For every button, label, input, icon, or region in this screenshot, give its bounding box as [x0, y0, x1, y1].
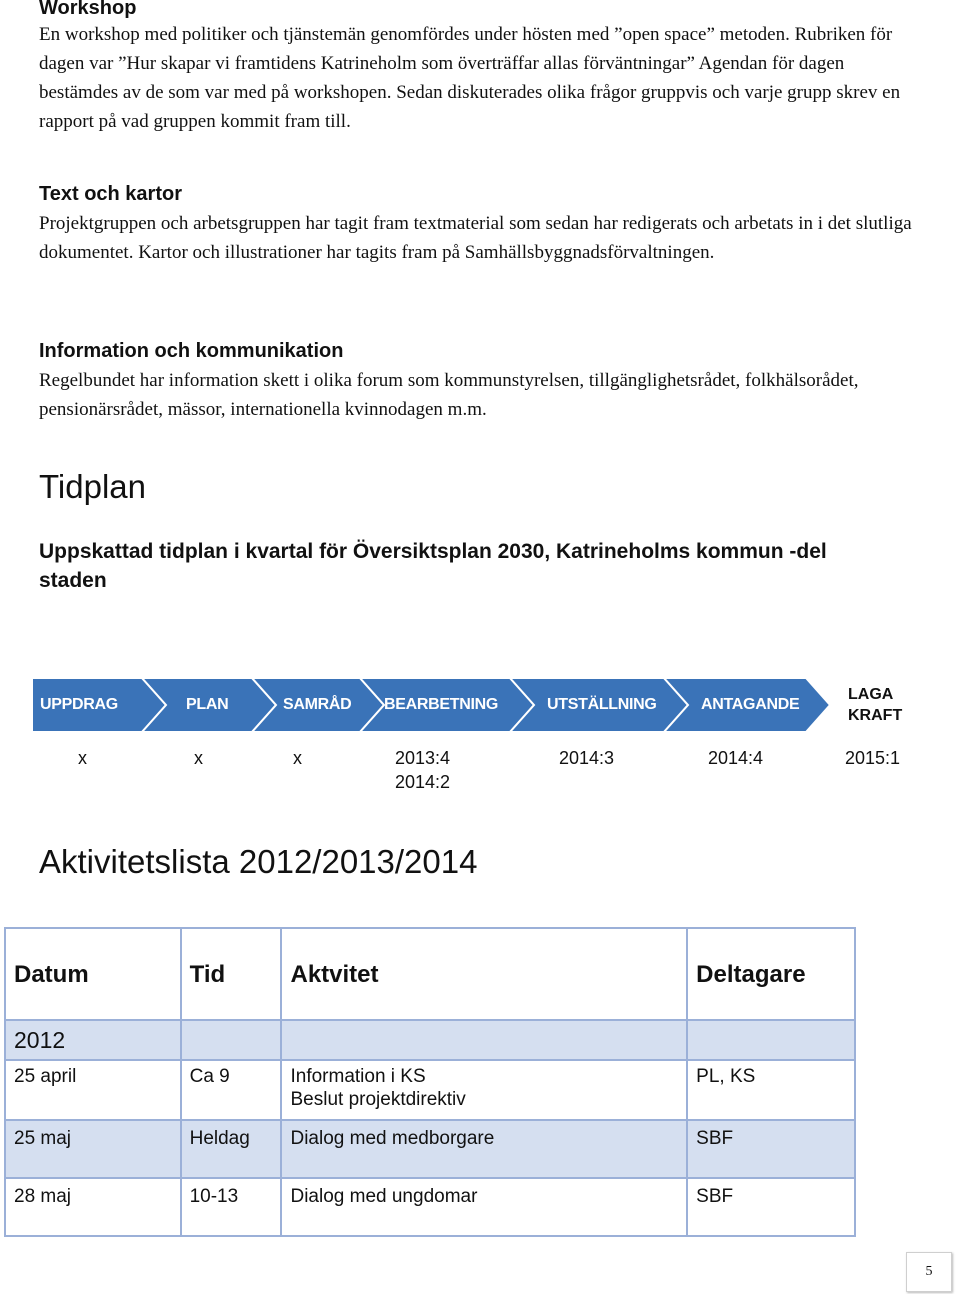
cell-aktivitet: Dialog med ungdomar	[281, 1178, 687, 1236]
timeline-date-antagande: 2014:4	[708, 748, 764, 768]
page-number: 5	[906, 1252, 952, 1292]
empty-cell	[181, 1020, 282, 1060]
year-cell: 2012	[5, 1020, 181, 1060]
timeline-label-antagande: ANTAGANDE	[701, 696, 800, 713]
workshop-section	[39, 0, 919, 136]
table-row-year	[5, 1020, 855, 1060]
cell-tid: 10-13	[181, 1178, 282, 1236]
empty-cell	[687, 1020, 855, 1060]
cell-deltagare: SBF	[687, 1178, 855, 1236]
timeline-date-bearbetning	[395, 746, 450, 794]
cell-tid: Ca 9	[181, 1060, 282, 1120]
timeline-label-uppdrag: UPPDRAG	[40, 696, 118, 713]
timeline-final-label	[848, 684, 902, 726]
information-body: Regelbundet har information skett i olika forum som kommunstyrelsen, tillgänglighetsrådet, folkhälsorådet, pensionärsrådet, mässor, internationella kvinnodagen m.m.	[39, 370, 859, 420]
cell-deltagare: SBF	[687, 1120, 855, 1178]
tidplan-subtitle: Uppskattad tidplan i kvartal för Översiktsplan 2030, Katrineholms kommun -del staden	[39, 540, 827, 592]
timeline-date-bearbetning-1: 2013:4	[395, 748, 451, 768]
cell-datum: 25 april	[5, 1060, 181, 1120]
table-row	[5, 1060, 855, 1120]
timeline-label-utstallning: UTSTÄLLNING	[547, 696, 657, 713]
header-aktivitet: Aktvitet	[281, 928, 687, 1020]
text-kartor-body: Projektgruppen och arbetsgruppen har tagit fram textmaterial som sedan har redigerats och arbetats in i det slutliga dokumentet. Kartor och illustrationer har tagits fram på Samhällsbyggnadsförvaltningen.	[39, 213, 912, 263]
information-heading: Information och kommunikation	[39, 340, 344, 362]
header-tid: Tid	[181, 928, 282, 1020]
cell-datum: 28 maj	[5, 1178, 181, 1236]
timeline-final-line2: KRAFT	[848, 707, 903, 724]
table-header-row	[5, 928, 855, 1020]
header-deltagare: Deltagare	[687, 928, 855, 1020]
cell-aktivitet-line2: Beslut projektdirektiv	[290, 1089, 466, 1110]
workshop-heading: Workshop	[39, 0, 137, 19]
cell-aktivitet	[281, 1060, 687, 1120]
timeline-date-plan: x	[194, 748, 203, 768]
timeline-date-samrad: x	[293, 748, 302, 768]
timeline-date-laga-kraft: 2015:1	[845, 748, 901, 768]
cell-aktivitet-line1: Information i KS	[290, 1066, 426, 1087]
table-row	[5, 1120, 855, 1178]
activity-table	[4, 927, 856, 1237]
aktivitetslista-title: Aktivitetslista 2012/2013/2014	[39, 843, 478, 880]
table-row	[5, 1178, 855, 1236]
timeline-date-uppdrag: x	[78, 748, 87, 768]
empty-cell	[281, 1020, 687, 1060]
text-kartor-section	[39, 182, 919, 267]
cell-aktivitet: Dialog med medborgare	[281, 1120, 687, 1178]
timeline-final-line1: LAGA	[848, 686, 894, 703]
timeline-label-plan: PLAN	[186, 696, 229, 713]
timeline-label-samrad: SAMRÅD	[283, 696, 352, 713]
cell-deltagare: PL, KS	[687, 1060, 855, 1120]
cell-tid: Heldag	[181, 1120, 282, 1178]
header-datum: Datum	[5, 928, 181, 1020]
cell-datum: 25 maj	[5, 1120, 181, 1178]
text-kartor-heading: Text och kartor	[39, 183, 182, 205]
timeline	[30, 676, 930, 796]
timeline-label-bearbetning: BEARBETNING	[384, 696, 499, 713]
timeline-date-utstallning: 2014:3	[559, 748, 615, 768]
tidplan-title: Tidplan	[39, 468, 147, 505]
timeline-date-bearbetning-2: 2014:2	[395, 772, 451, 792]
information-section	[39, 339, 919, 424]
workshop-body: En workshop med politiker och tjänstemän genomfördes under hösten med ”open space” metoden. Rubriken för dagen var ”Hur skapar vi framtidens Katrineholm som överträffar allas förväntningar” Agendan för dagen bestämdes av de som var med på workshopen. Sedan diskuterades olika frågor gruppvis och varje grupp skrev en rapport på vad gruppen kommit fram till.	[39, 24, 901, 132]
